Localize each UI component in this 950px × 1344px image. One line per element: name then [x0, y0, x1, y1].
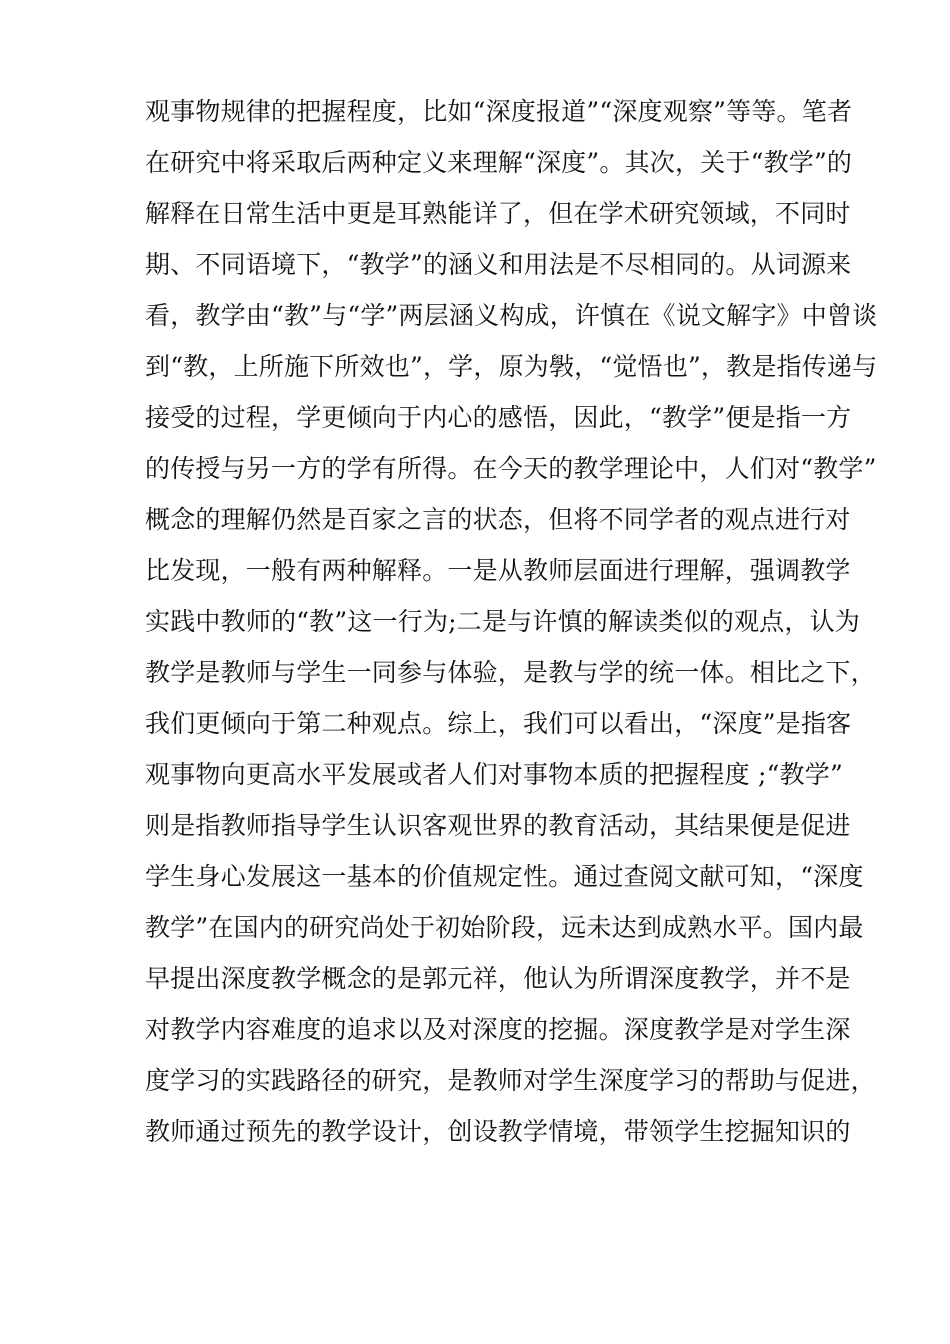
body-paragraph	[145, 86, 878, 1157]
text-line: 教师通过预先的教学设计，创设教学情境，带领学生挖掘知识的	[145, 1117, 851, 1146]
text-line: 观事物规律的把握程度，比如“深度报道”“深度观察”等等。笔者	[145, 97, 853, 126]
text-line: 看，教学由“教”与“学”两层涵义构成，许慎在《说文解字》中曾谈	[145, 301, 878, 330]
text-line: 早提出深度教学概念的是郭元祥，他认为所谓深度教学，并不是	[145, 964, 851, 993]
text-line: 观事物向更高水平发展或者人们对事物本质的把握程度 ;“教学”	[145, 760, 843, 789]
text-line: 我们更倾向于第二种观点。综上，我们可以看出，“深度”是指客	[145, 709, 852, 738]
text-line: 则是指教师指导学生认识客观世界的教育活动，其结果便是促进	[145, 811, 851, 840]
text-line: 实践中教师的“教”这一行为;二是与许慎的解读类似的观点，认为	[145, 607, 860, 636]
text-line: 度学习的实践路径的研究，是教师对学生深度学习的帮助与促进，	[145, 1066, 876, 1095]
text-line: 概念的理解仍然是百家之言的状态，但将不同学者的观点进行对	[145, 505, 851, 534]
text-line: 接受的过程，学更倾向于内心的感悟，因此，“教学”便是指一方	[145, 403, 852, 432]
text-line: 教学”在国内的研究尚处于初始阶段，远未达到成熟水平。国内最	[145, 913, 864, 942]
text-line: 对教学内容难度的追求以及对深度的挖掘。深度教学是对学生深	[145, 1015, 851, 1044]
text-line: 到“教，上所施下所效也”，学，原为斅，“觉悟也”，教是指传递与	[145, 352, 878, 381]
text-line: 期、不同语境下，“教学”的涵义和用法是不尽相同的。从词源来	[145, 250, 852, 279]
text-line: 学生身心发展这一基本的价值规定性。通过查阅文献可知，“深度	[145, 862, 864, 891]
text-line: 教学是教师与学生一同参与体验，是教与学的统一体。相比之下，	[145, 658, 876, 687]
text-line: 的传授与另一方的学有所得。在今天的教学理论中，人们对“教学”	[145, 454, 877, 483]
text-line: 在研究中将采取后两种定义来理解“深度”。其次，关于“教学”的	[145, 148, 853, 177]
text-line: 比发现，一般有两种解释。一是从教师层面进行理解，强调教学	[145, 556, 851, 585]
text-line: 解释在日常生活中更是耳熟能详了，但在学术研究领域，不同时	[145, 199, 851, 228]
